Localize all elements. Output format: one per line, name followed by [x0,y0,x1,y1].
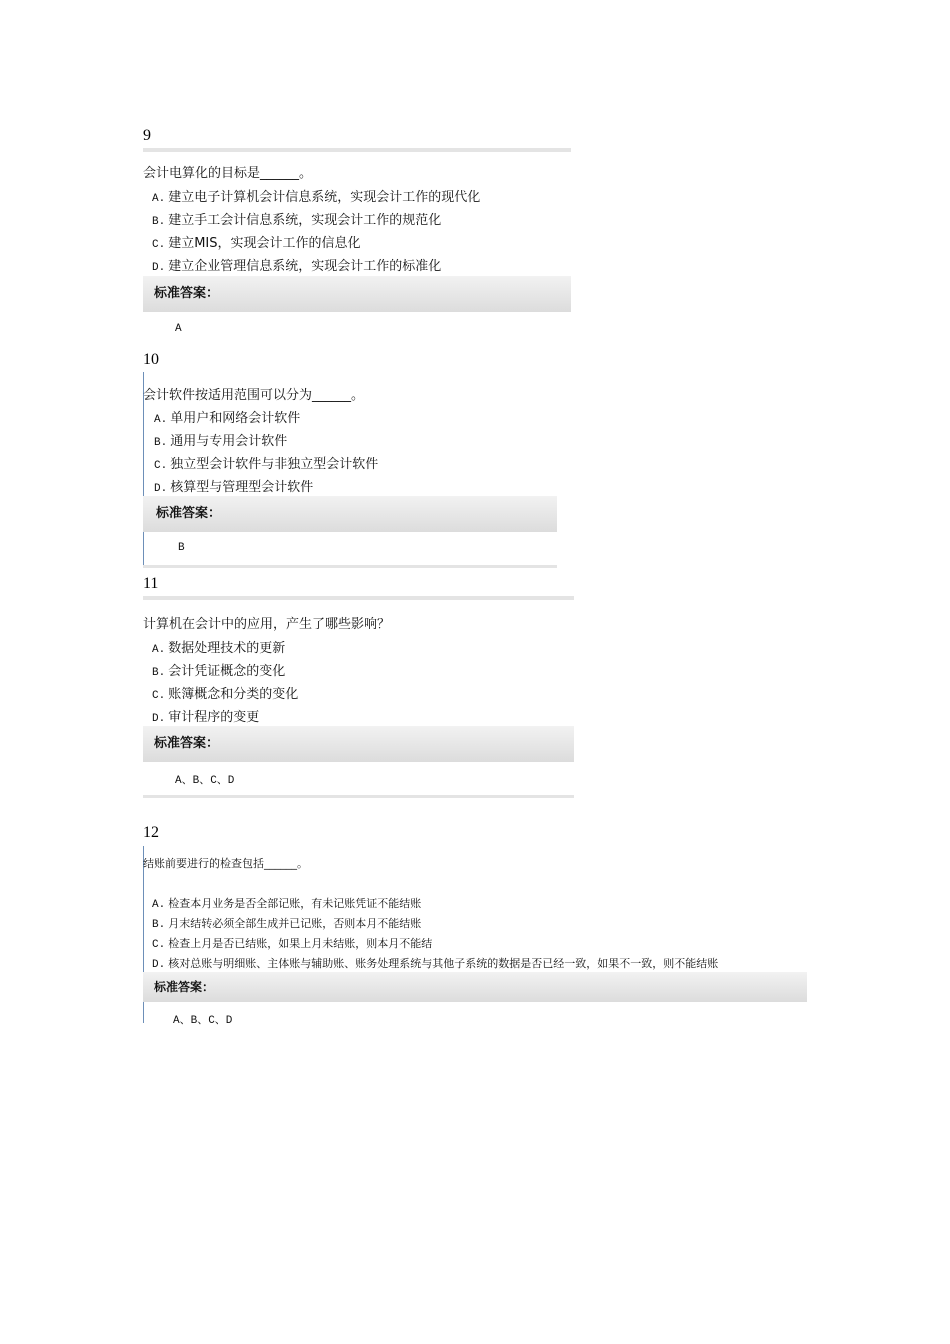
answer-header: 标准答案： [143,726,574,762]
option-b: B. 月末结转必须全部生成并已记账，否则本月不能结账 [152,917,422,931]
option-d: D. 建立企业管理信息系统，实现会计工作的标准化 [152,259,442,274]
question-card [143,596,574,801]
question-card [143,372,557,567]
answer-header: 标准答案： [143,496,557,532]
question-number: 9 [143,127,151,144]
option-c: C. 独立型会计软件与非独立型会计软件 [154,457,379,472]
answer-header: 标准答案： [143,276,571,312]
question-number: 12 [143,824,159,841]
divider [143,148,571,152]
question-card [143,148,571,335]
option-a: A. 单用户和网络会计软件 [154,411,301,426]
option-a: A. 数据处理技术的更新 [152,641,286,656]
divider [143,596,574,600]
option-d: D. 审计程序的变更 [152,710,260,725]
option-c: C. 检查上月是否已结账，如果上月未结账，则本月不能结 [152,937,433,951]
question-number: 11 [143,575,159,592]
option-a: A. 建立电子计算机会计信息系统，实现会计工作的现代化 [152,190,481,205]
question-text: 会计软件按适用范围可以分为______。 [143,388,365,403]
answer-value: A、B、C、D [175,775,235,787]
answer-value: A [175,323,182,335]
option-d: D. 核算型与管理型会计软件 [154,480,314,495]
option-c: C. 账簿概念和分类的变化 [152,687,299,702]
option-b: B. 通用与专用会计软件 [154,434,288,449]
option-b: B. 建立手工会计信息系统，实现会计工作的规范化 [152,213,442,228]
divider [143,795,574,798]
question-card [143,846,807,1027]
question-text: 结账前要进行的检查包括______。 [143,857,308,870]
answer-header: 标准答案： [143,972,807,1002]
question-text: 会计电算化的目标是______。 [143,166,313,181]
answer-value: B [178,542,185,554]
divider [143,565,557,568]
option-a: A. 检查本月业务是否全部记账，有未记账凭证不能结账 [152,897,422,911]
option-c: C. 建立MIS，实现会计工作的信息化 [152,236,361,251]
question-number: 10 [143,351,159,368]
option-b: B. 会计凭证概念的变化 [152,664,286,679]
option-d: D. 核对总账与明细账、主体账与辅助账、账务处理系统与其他子系统的数据是否已经一致，如果不一致，则不能结账 [152,957,719,971]
answer-value: A、B、C、D [173,1015,233,1027]
question-text: 计算机在会计中的应用，产生了哪些影响？ [143,617,391,632]
